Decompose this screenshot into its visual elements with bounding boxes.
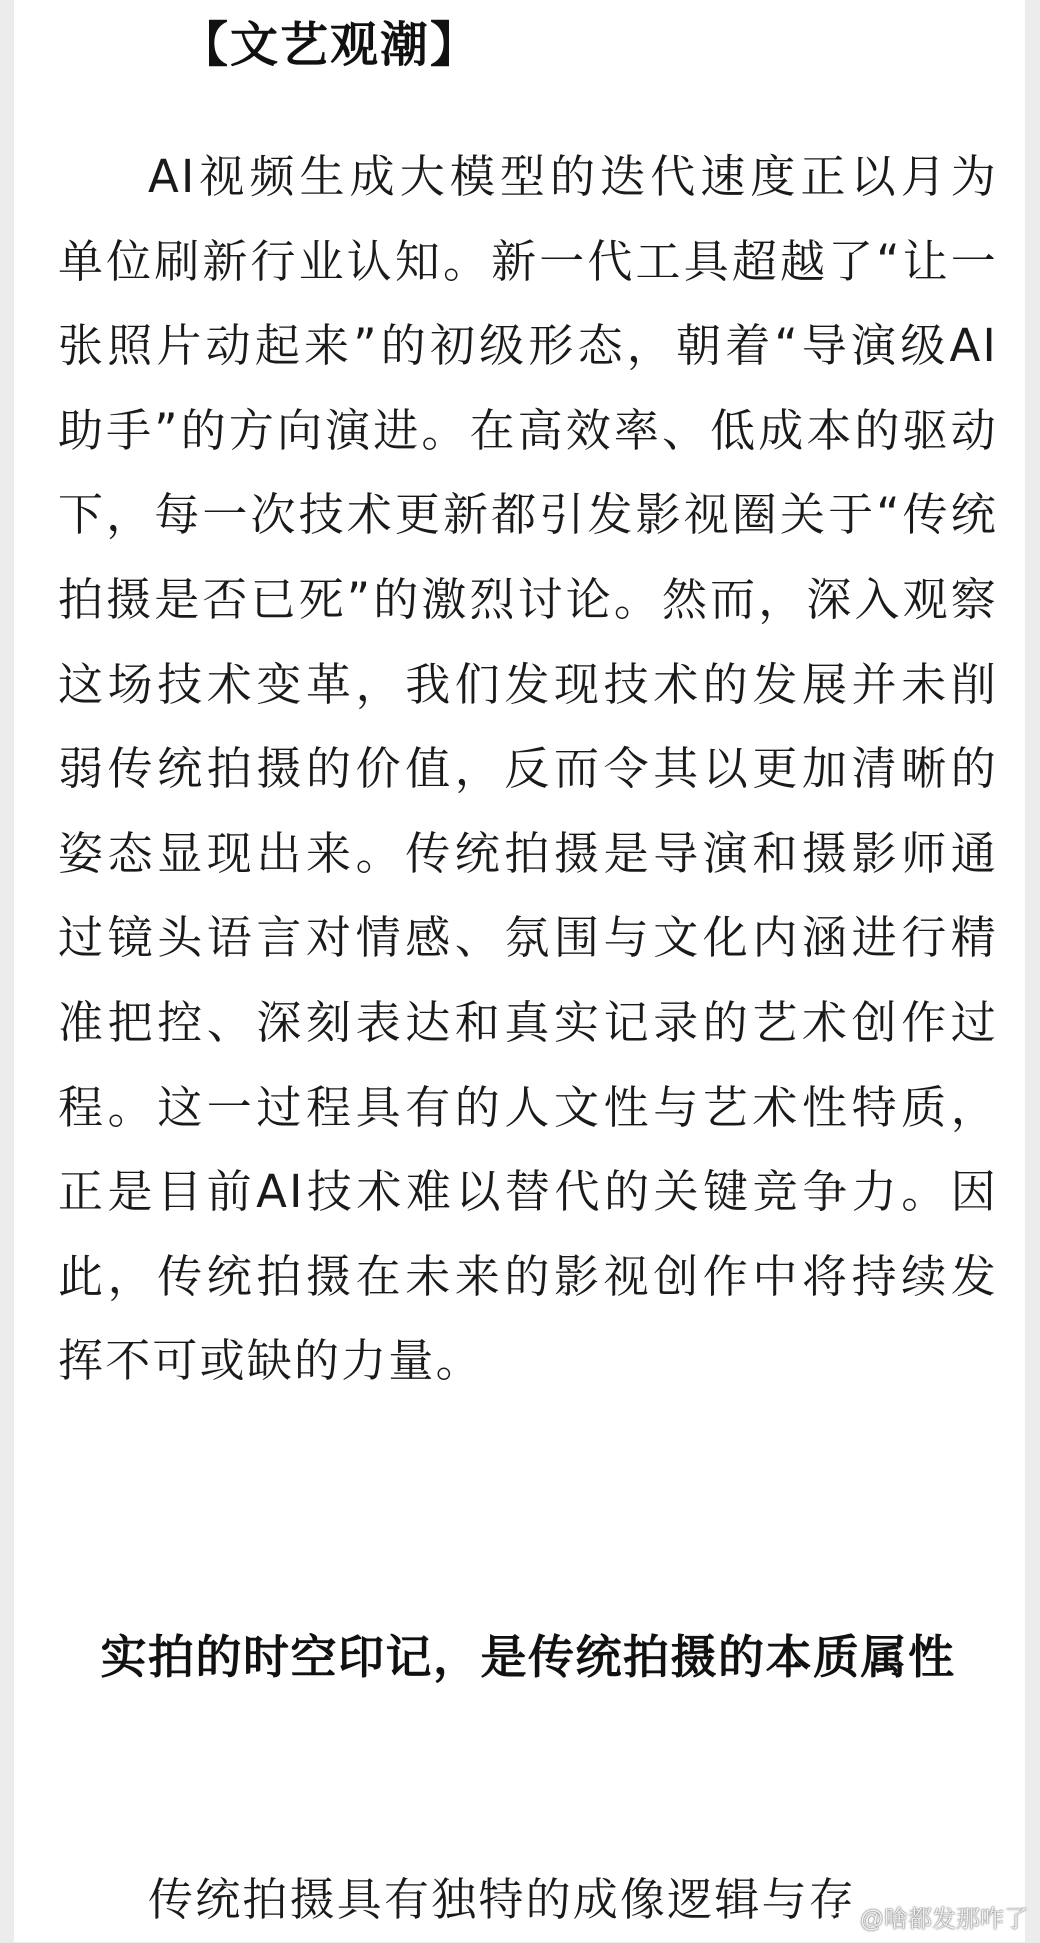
article-page <box>14 0 1025 1942</box>
weibo-logo-icon <box>826 1904 856 1930</box>
lead-paragraph: AI视频生成大模型的迭代速度正以月为单位刷新行业认知。新一代工具超越了“让一张照片动起来”的初级形态，朝着“导演级AI助手”的方向演进。在高效率、低成本的驱动下，每一次技术更新都引发影视圈关于“传统拍摄是否已死”的激烈讨论。然而，深入观察这场技术变革，我们发现技术的发展并未削弱传统拍摄的价值，反而令其以更加清晰的姿态显现出来。传统拍摄是导演和摄影师通过镜头语言对情感、氛围与文化内涵进行精准把控、深刻表达和真实记录的艺术创作过程。这一过程具有的人文性与艺术性特质，正是目前AI技术难以替代的关键竞争力。因此，传统拍摄在未来的影视创作中将持续发挥不可或缺的力量。 <box>58 150 998 1388</box>
weibo-watermark <box>826 1899 1028 1934</box>
section-heading: 实拍的时空印记，是传统拍摄的本质属性 <box>100 1630 956 1684</box>
next-paragraph: 传统拍摄具有独特的成像逻辑与存 <box>148 1873 857 1926</box>
watermark-text: @啥都发那咋了 <box>859 1906 1028 1933</box>
column-title: 【文艺观潮】 <box>180 17 481 73</box>
